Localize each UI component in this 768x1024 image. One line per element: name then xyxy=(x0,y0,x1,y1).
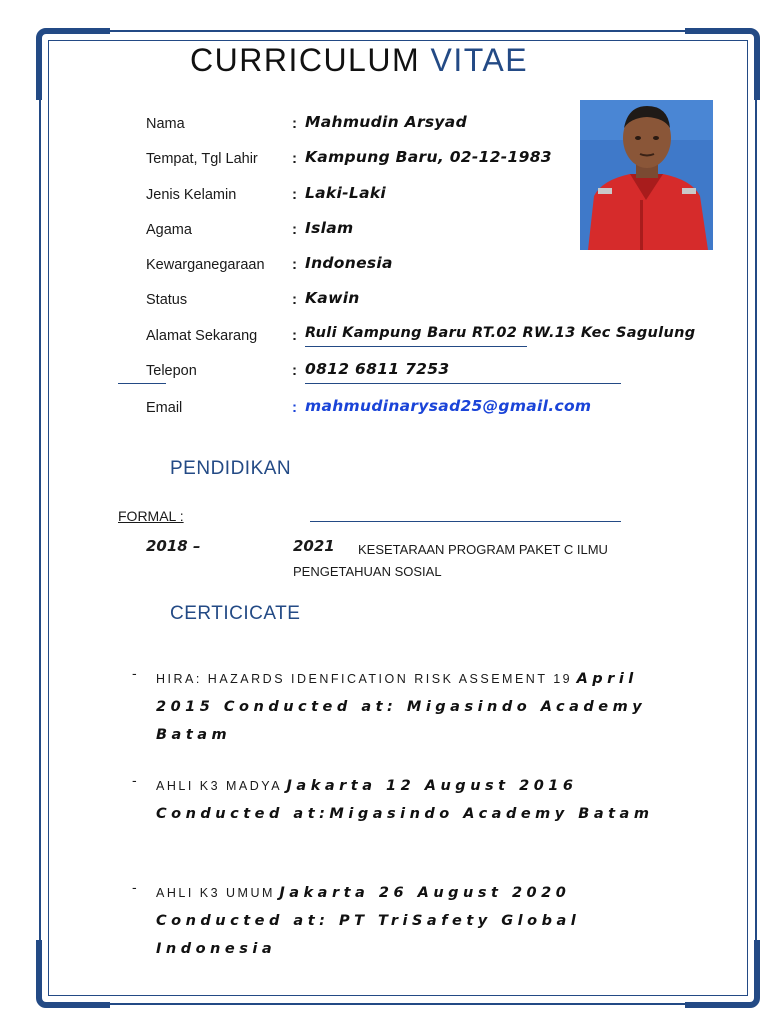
info-value: Kampung Baru, 02-12-1983 xyxy=(305,148,552,166)
info-label: Nama xyxy=(146,116,185,132)
profile-photo xyxy=(580,100,713,250)
page-title xyxy=(190,42,528,79)
info-label: Tempat, Tgl Lahir xyxy=(146,151,258,167)
info-value: Ruli Kampung Baru RT.02 RW.13 Kec Sagulung xyxy=(305,325,696,341)
certificate-text xyxy=(156,772,686,828)
info-value: Laki-Laki xyxy=(305,184,387,202)
info-value: Islam xyxy=(305,219,354,237)
info-value: 0812 6811 7253 xyxy=(305,360,450,378)
certificate-detail: Jakarta 26 August 2020 Conducted at: PT TriSafety Global Indonesia xyxy=(156,885,581,957)
phone-underline-right xyxy=(305,383,621,384)
border-line-top xyxy=(110,30,685,32)
info-colon: : xyxy=(292,256,297,273)
info-value: Indonesia xyxy=(305,254,393,272)
certificate-detail: April 2015 Conducted at: Migasindo Academy Batam xyxy=(156,671,647,743)
info-colon: : xyxy=(292,291,297,308)
info-colon: : xyxy=(292,150,297,167)
bullet-dash: - xyxy=(132,879,137,895)
education-heading: PENDIDIKAN xyxy=(170,458,292,479)
info-colon: : xyxy=(292,115,297,132)
education-end-year: 2021 xyxy=(293,537,335,555)
certificate-text xyxy=(156,665,686,749)
title-main: CURRICULUM xyxy=(190,42,421,78)
certificate-detail: Jakarta 12 August 2016 Conducted at:Migasindo Academy Batam xyxy=(156,778,654,822)
info-colon: : xyxy=(292,327,297,344)
phone-underline-left xyxy=(118,383,166,384)
info-label: Telepon xyxy=(146,363,197,379)
certificate-name: AHLI K3 UMUM xyxy=(156,886,275,900)
info-label: Email xyxy=(146,400,183,416)
email-link[interactable]: mahmudinarysad25@gmail.com xyxy=(305,397,592,415)
border-line-bottom xyxy=(110,1003,685,1005)
info-value: Mahmudin Arsyad xyxy=(305,113,467,131)
education-description: KESETARAAN PROGRAM PAKET C ILMU PENGETAHUAN SOSIAL xyxy=(293,542,608,579)
title-accent: VITAE xyxy=(430,42,529,78)
certificate-text xyxy=(156,879,686,963)
info-value: Kawin xyxy=(305,289,360,307)
certificate-name: AHLI K3 MADYA xyxy=(156,779,283,793)
info-colon: : xyxy=(292,221,297,238)
info-colon: : xyxy=(292,362,297,379)
info-label: Jenis Kelamin xyxy=(146,187,237,203)
address-underline xyxy=(305,346,527,347)
formal-underline xyxy=(310,521,621,522)
info-label: Alamat Sekarang xyxy=(146,328,258,344)
certificate-heading: CERTICICATE xyxy=(170,603,301,624)
info-colon: : xyxy=(292,186,297,203)
bullet-dash: - xyxy=(132,772,137,788)
info-colon: : xyxy=(292,399,297,416)
education-start-year: 2018 – xyxy=(146,537,201,555)
border-line-right xyxy=(755,100,757,940)
certificate-name: HIRA: HAZARDS IDENFICATION RISK ASSEMENT 19 xyxy=(156,672,573,686)
portrait-image xyxy=(580,100,713,250)
border-line-left xyxy=(39,100,41,940)
formal-label: FORMAL : xyxy=(118,508,184,524)
info-label: Status xyxy=(146,292,188,308)
border-gap-bottom xyxy=(110,1000,685,1010)
info-label: Agama xyxy=(146,222,192,238)
info-label: Kewarganegaraan xyxy=(146,257,265,273)
bullet-dash: - xyxy=(132,665,137,681)
border-gap-right xyxy=(752,100,762,940)
